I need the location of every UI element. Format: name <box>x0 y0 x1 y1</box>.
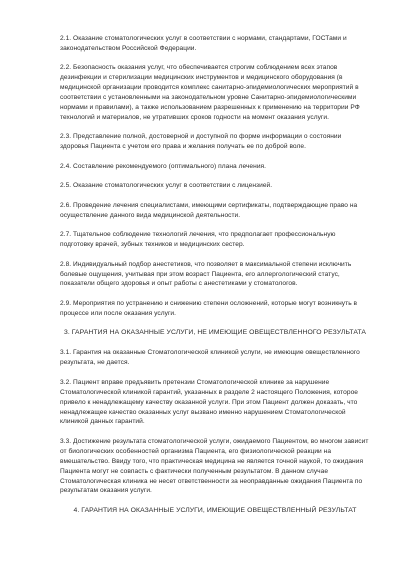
paragraph-2-7: 2.7. Тщательное соблюдение технологий лечения, что предполагает профессиональную подготовку врачей, зубных техников и медицинских сестер. <box>60 231 336 249</box>
paragraph-3-1: 3.1. Гарантия на оказанные Стоматологической клиникой услуги, не имеющие овеществленного результата, не дается. <box>60 349 360 367</box>
paragraph-2-2: 2.2. Безопасность оказания услуг, что обеспечивается строгим соблюдением всех этапов дезинфекции и стерилизации медицинских инструментов и медицинского оборудования (в медицинской организации проводится комплекс санитарно-эпидемиологических мероприятий в соответствии с установленными на законодательном уровне Санитарно-эпидемиологическими нормами и правилами), а также использованием разрешенных к применению на территории РФ технологий и материалов, не утративших сроков годности на момент оказания услуги. <box>60 64 360 121</box>
paragraph-2-8: 2.8. Индивидуальный подбор анестетиков, что позволяет в максимальной степени исключить болевые ощущения, учитывая при этом возраст Пациента, его аллергологический статус, показатели общего здоровья и опыт работы с анестетиками у стоматологов. <box>60 260 352 288</box>
paragraph-2-3: 2.3. Представление полной, достоверной и доступной по форме информации о состоянии здоровья Пациента с учетом его права и желания получать ее по доброй воле. <box>60 133 342 151</box>
paragraph-2-4: 2.4. Составление рекомендуемого (оптимального) плана лечения. <box>60 162 267 170</box>
paragraph-3-3: 3.3. Достижение результата стоматологической услуги, ожидаемого Пациентом, во многом зависит от биологических особенностей организма Пациента, его физиологической реакции на вмешательство. Ввиду того, что практическая медицина не является точной наукой, то ожидания Пациента могут не совпасть с фактически полученным результатом. В данном случае Стоматологическая клиника не несет ответственности за неоправданные ожидания Пациента по результатам оказания услуги. <box>60 437 369 495</box>
paragraph-2-9: 2.9. Мероприятия по устранению и снижению степени осложнений, которые могут возникнуть в процессе или после оказания услуги. <box>60 299 358 317</box>
paragraph-3-2: 3.2. Пациент вправе предъявить претензии Стоматологической клинике за нарушение Стоматологической клиникой гарантий, указанных в разделе 2 настоящего Положения, которое привело к ненадлежащему качеству оказанной услуги. При этом Пациент должен доказать, что ненадлежащее качество оказанных услуг вызвано именно нарушением Стоматологической клиникой данных гарантий. <box>60 378 358 426</box>
section-4-heading: 4. ГАРАНТИЯ НА ОКАЗАННЫЕ УСЛУГИ, ИМЕЮЩИЕ ОВЕЩЕСТВЛЕННЫЙ РЕЗУЛЬТАТ <box>73 506 357 514</box>
paragraph-2-5: 2.5. Оказание стоматологических услуг в соответствии с лицензией. <box>60 182 273 190</box>
paragraph-2-1: 2.1. Оказание стоматологических услуг в соответствии с нормами, стандартами, ГОСТами и законодательством Российской Федерации. <box>60 35 347 52</box>
section-3-heading: 3. ГАРАНТИЯ НА ОКАЗАННЫЕ УСЛУГИ, НЕ ИМЕЮЩИЕ ОВЕЩЕСТВЛЕННОГО РЕЗУЛЬТАТА <box>63 329 367 337</box>
paragraph-2-6: 2.6. Проведение лечения специалистами, имеющими сертификаты, подтверждающие право на осуществление данного вида медицинской деятельности. <box>60 201 358 219</box>
